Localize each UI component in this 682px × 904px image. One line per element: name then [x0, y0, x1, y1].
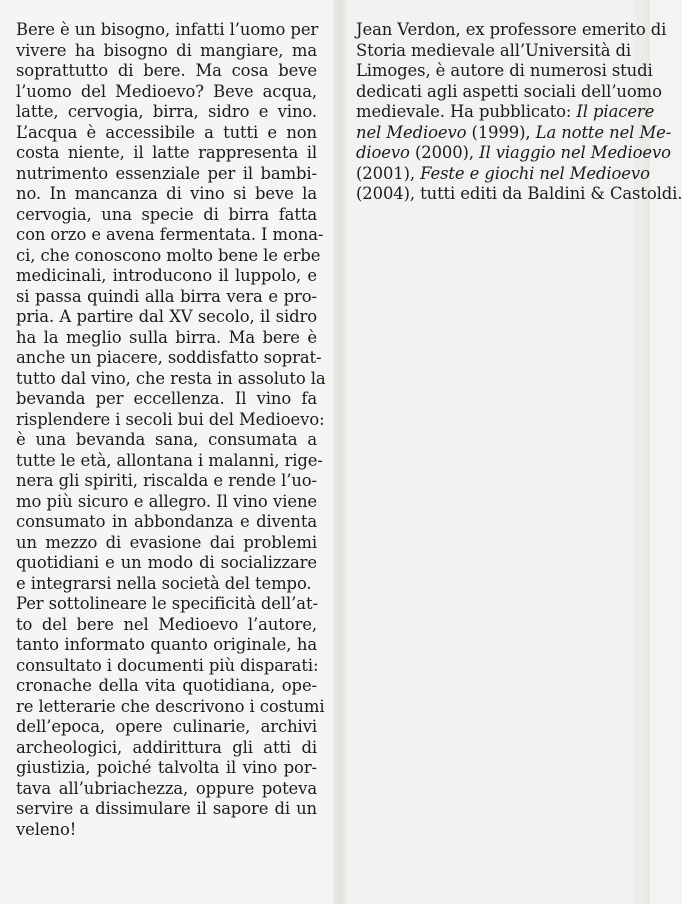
blurb-line: tava all’ubriachezza, oppure poteva [16, 778, 317, 798]
blurb-line: servire a dissimulare il sapore di un [16, 799, 317, 818]
blurb-line: quotidiani e un modo di socializzare [16, 553, 317, 572]
book-title: Feste e giochi nel Medioevo [420, 163, 650, 183]
blurb-line: anche un piacere, soddisfatto soprat- [16, 348, 322, 367]
blurb-line: re letterarie che descrivono i costumi [16, 696, 325, 716]
blurb-line: ha la meglio sulla birra. Ma bere è [16, 327, 317, 347]
book-title: Il viaggio nel Medioevo [479, 143, 671, 162]
author-bio [356, 20, 682, 205]
bio-text: dedicati agli aspetti sociali dell’uomo [356, 81, 662, 101]
blurb-line: nera gli spiriti, riscalda e rende l’uo- [16, 471, 317, 490]
book-title: La notte nel Me- [535, 122, 672, 142]
bio-text: (2001), [356, 163, 421, 183]
blurb-line: nutrimento essenziale per il bambi- [16, 163, 317, 183]
bio-line [356, 184, 682, 205]
blurb-line: è una bevanda sana, consumata a [16, 430, 317, 449]
bio-line [356, 61, 653, 82]
blurb-line: Per sottolineare le specificità dell’at- [16, 594, 318, 613]
bio-text: medievale. Ha pubblicato: [356, 102, 577, 121]
blurb-line: ci, che conoscono molto bene le erbe [16, 245, 321, 265]
blurb-line: cervogia, una specie di birra fatta [16, 204, 317, 224]
blurb-line: tutte le età, allontana i malanni, rige- [16, 450, 323, 470]
blurb-line: un mezzo di evasione dai problemi [16, 532, 317, 552]
blurb-line: medicinali, introducono il luppolo, e [16, 266, 317, 285]
bio-line [356, 122, 672, 144]
bio-line [356, 41, 631, 62]
blurb-line: archeologici, addirittura gli atti di [16, 737, 317, 757]
bio-text: Limoges, è autore di numerosi studi [356, 61, 653, 80]
blurb-line: con orzo e avena fermentata. I mona- [16, 225, 324, 244]
blurb-line: soprattutto di bere. Ma cosa beve [16, 61, 317, 80]
bio-line [356, 163, 650, 185]
blurb-line: costa niente, il latte rappresenta il [16, 143, 317, 162]
bio-line [356, 102, 655, 123]
book-title: dioevo [356, 143, 410, 162]
blurb-line: consumato in abbondanza e diventa [16, 512, 317, 531]
blurb-line: bevanda per eccellenza. Il vino fa [16, 389, 317, 408]
bio-line [356, 20, 667, 41]
flap-fold [333, 0, 347, 904]
blurb-line: risplendere i secoli bui del Medioevo: [16, 409, 325, 429]
blurb-line: Bere è un bisogno, infatti l’uomo per [16, 20, 319, 39]
blurb-line: pria. A partire dal XV secolo, il sidro [16, 307, 317, 326]
blurb-line: tutto dal vino, che resta in assoluto la [16, 368, 326, 388]
bio-text: (2000), [409, 143, 480, 162]
book-title: Il piacere [576, 102, 655, 121]
blurb-line: mo più sicuro e allegro. Il vino viene [16, 491, 317, 511]
blurb-line: si passa quindi alla birra vera e pro- [16, 286, 317, 306]
blurb-line: tanto informato quanto originale, ha [16, 635, 317, 654]
blurb-line: latte, cervogia, birra, sidro e vino. [16, 102, 317, 121]
blurb-line: L’acqua è accessibile a tutti e non [16, 122, 317, 142]
bio-line [356, 143, 671, 164]
bio-text: (1999), [466, 122, 536, 142]
blurb-line: vivere ha bisogno di mangiare, ma [16, 40, 317, 60]
blurb-line: l’uomo del Medioevo? Beve acqua, [16, 81, 317, 101]
blurb-line: dell’epoca, opere culinarie, archivi [16, 717, 317, 736]
blurb-line: no. In mancanza di vino si beve la [16, 184, 317, 203]
book-blurb [16, 20, 326, 840]
blurb-line: cronache della vita quotidiana, ope- [16, 676, 317, 695]
blurb-line: e integrarsi nella società del tempo. [16, 573, 312, 593]
bio-text: Storia medievale all’Università di [356, 40, 632, 60]
blurb-line: veleno! [16, 819, 77, 839]
bio-text: (2004), tutti editi da Baldini & Castoldi. [356, 184, 682, 203]
blurb-line: consultato i documenti più disparati: [16, 655, 319, 675]
book-title: nel Medioevo [356, 122, 467, 142]
bio-text: Jean Verdon, ex professore emerito di [356, 20, 667, 39]
bio-line [356, 81, 662, 103]
blurb-line: to del bere nel Medioevo l’autore, [16, 614, 317, 634]
blurb-line: giustizia, poiché talvolta il vino por- [16, 758, 317, 777]
